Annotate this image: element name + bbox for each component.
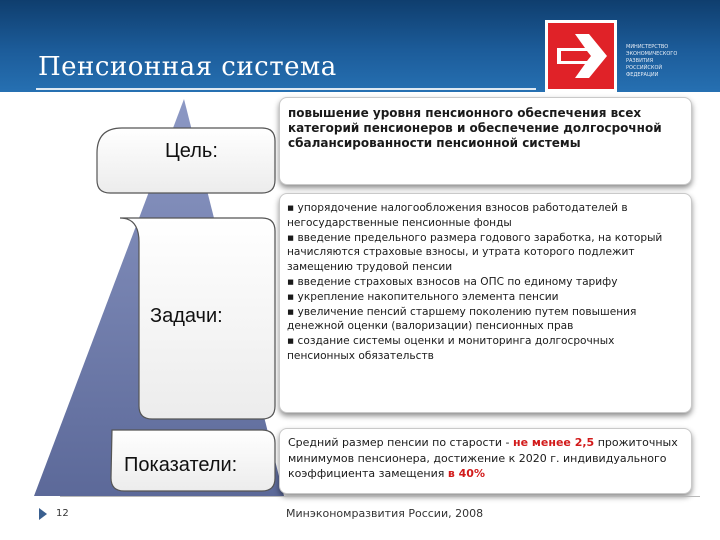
- logo-line: РОССИЙСКОЙ: [626, 65, 663, 71]
- task-item: ▪ укрепление накопительного элемента пенсии: [287, 290, 559, 303]
- ministry-logo-text: [626, 44, 708, 79]
- logo-line: ЭКОНОМИЧЕСКОГО: [626, 51, 678, 57]
- indicators-highlight1: не менее 2,5: [513, 436, 595, 449]
- task-item: ▪ упорядочение налогообложения взносов работодателей в негосударственные пенсионные фонды: [287, 202, 628, 229]
- ministry-logo: [545, 20, 617, 92]
- goal-card: [279, 97, 692, 185]
- indicators-part2: прожиточных минимумов пенсионера, достижение к 2020 г. индивидуального коэффициента замещения: [288, 436, 678, 480]
- pyramid-diagram: [0, 92, 290, 502]
- logo-line: МИНИСТЕРСТВО: [626, 44, 669, 50]
- indicators-card: [279, 428, 692, 494]
- slide-header: [0, 0, 720, 92]
- indicators-label: Показатели:: [124, 454, 238, 476]
- footer-source: Минэкономразвития России, 2008: [286, 507, 484, 520]
- goal-text: повышение уровня пенсионного обеспечения всех категорий пенсионеров и обеспечение долгосрочной сбалансированности пенсионной системы: [288, 106, 662, 150]
- goal-label: Цель:: [165, 140, 218, 162]
- logo-line: РАЗВИТИЯ: [626, 58, 654, 64]
- footer-arrow-icon: [36, 507, 50, 521]
- tasks-card: [279, 193, 692, 413]
- indicators-highlight2: в 40%: [447, 467, 485, 480]
- slide-title: Пенсионная система: [38, 52, 337, 82]
- task-item: ▪ создание системы оценки и мониторинга долгосрочных пенсионных обязательств: [287, 335, 615, 362]
- logo-line: ФЕДЕРАЦИИ: [626, 72, 659, 78]
- title-underline: [36, 88, 536, 90]
- task-item: ▪ введение страховых взносов на ОПС по единому тарифу: [287, 275, 618, 288]
- page-number: 12: [56, 508, 69, 519]
- footer-divider: [60, 496, 700, 497]
- tasks-label: Задачи:: [150, 305, 223, 327]
- ministry-arrow-icon: [545, 20, 617, 92]
- indicators-text: [288, 435, 683, 482]
- task-item: ▪ увеличение пенсий старшему поколению путем повышения денежной оценки (валоризации) пенсионных прав: [287, 305, 637, 333]
- task-item: ▪ введение предельного размера годового заработка, на который начисляются страховые взносы, и утрата которого подлежит замещению трудовой пенсии: [287, 231, 663, 274]
- indicators-part1: Средний размер пенсии по старости -: [288, 436, 514, 449]
